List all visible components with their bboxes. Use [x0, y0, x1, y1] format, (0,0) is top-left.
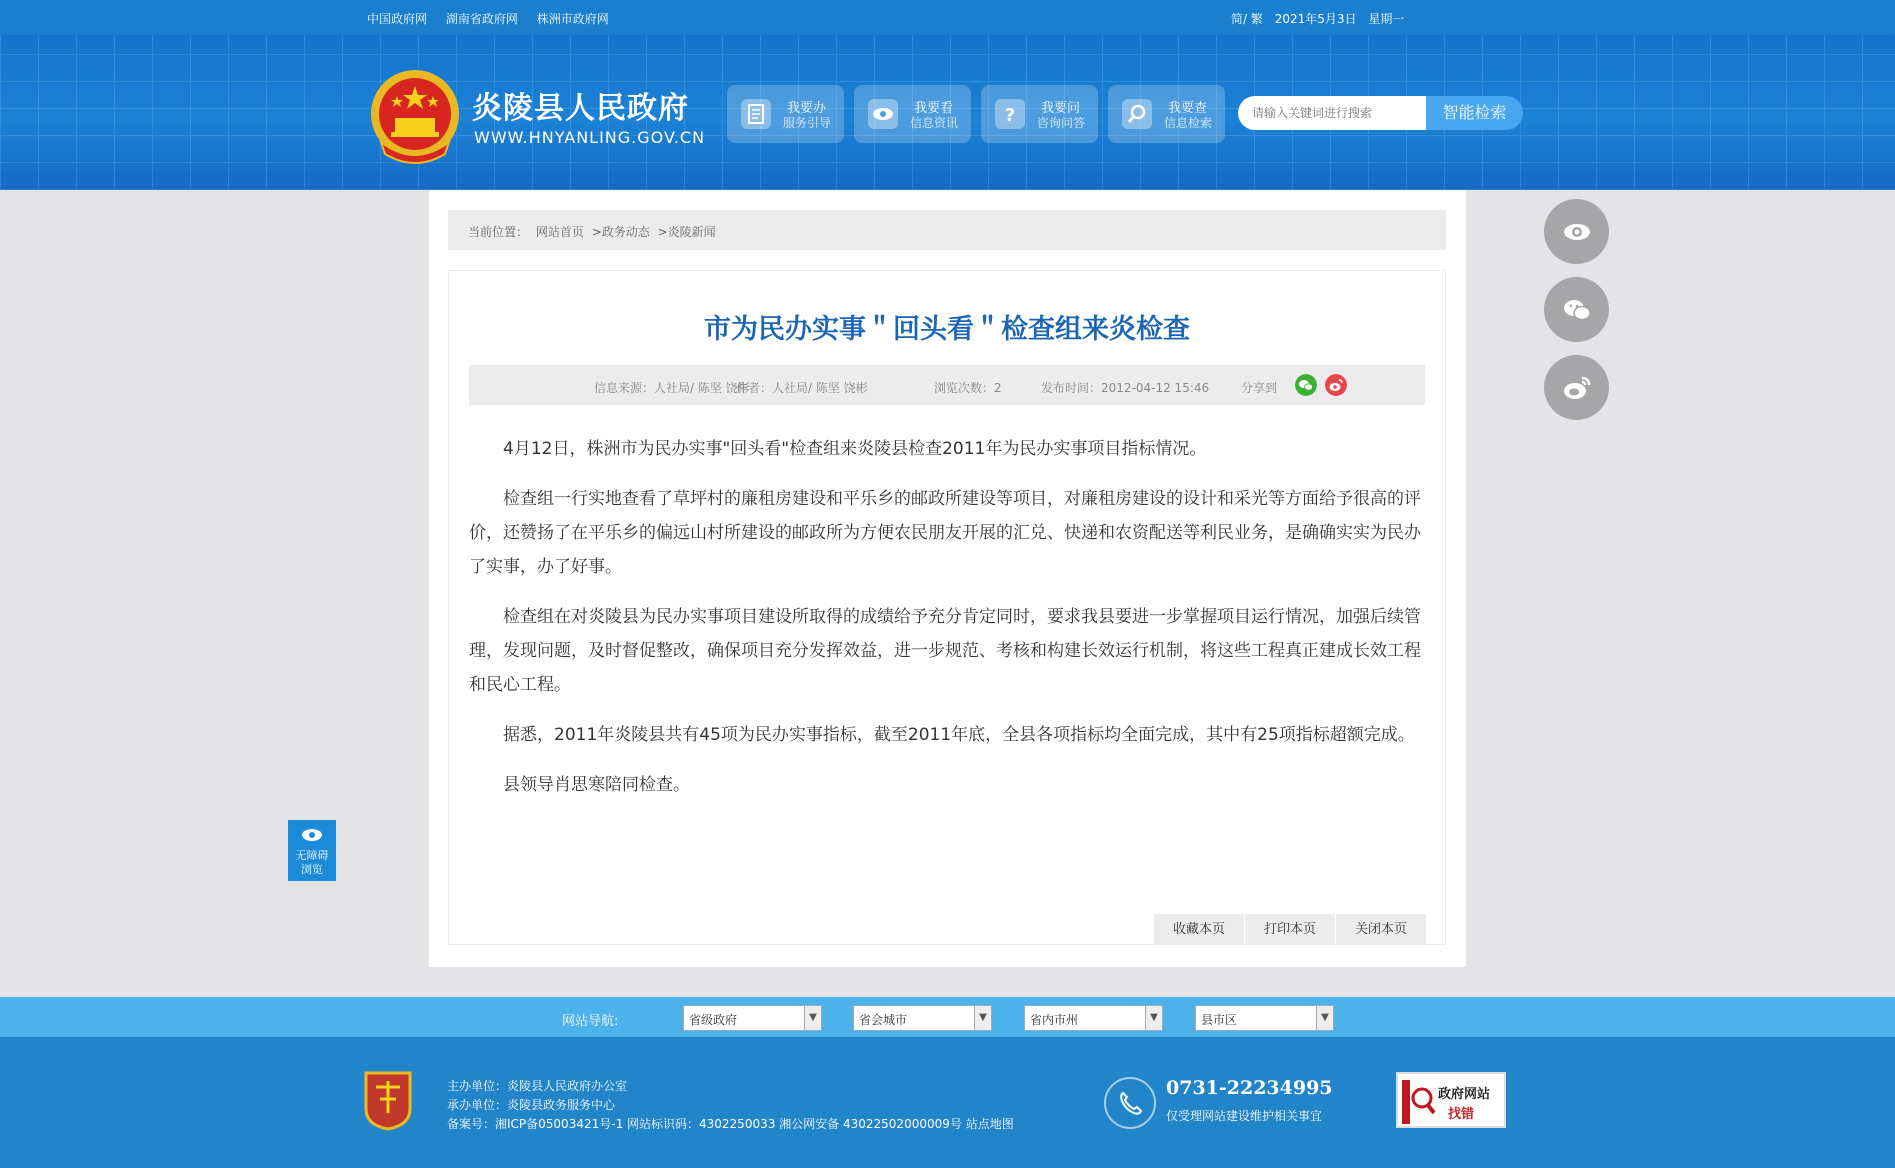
party-gov-organ-emblem-icon[interactable] — [362, 1069, 414, 1131]
weekday-text: 星期一 — [1368, 12, 1405, 26]
article-paragraph: 检查组在对炎陵县为民办实事项目建设所取得的成绩给予充分肯定同时，要求我县要进一步掌握项目运行情况，加强后续管理，发现问题，及时督促整改，确保项目充分发挥效益，进一步规范、考核和构建长效运行机制，将这些工程真正建成长效工程和民心工程。 — [469, 607, 1421, 695]
article-actions — [1153, 914, 1426, 945]
eye-icon — [301, 828, 323, 842]
top-right-info — [1231, 10, 1412, 27]
footer-record[interactable]: 备案号：湘ICP备05003421号-1 网站标识码：4302250033 湘公网安备 43022502000009号 站点地图 — [447, 1117, 1014, 1131]
site-nav-bar — [0, 997, 1895, 1037]
meta-published: 发布时间：2012-04-12 15:46 — [1041, 381, 1210, 395]
breadcrumb-gov-news[interactable]: >政务动态 — [591, 225, 650, 239]
footer-host: 主办单位：炎陵县人民政府办公室 — [447, 1079, 628, 1093]
footer-phone: 0731-22234995 — [1166, 1077, 1333, 1099]
breadcrumb — [448, 210, 1446, 250]
search-input[interactable] — [1238, 96, 1426, 130]
breadcrumb-home[interactable]: 网站首页 — [535, 225, 584, 239]
breadcrumb-label: 当前位置： — [468, 225, 529, 239]
float-wechat-button[interactable] — [1544, 277, 1609, 342]
footer-undertaker: 承办单位：炎陵县政务服务中心 — [447, 1098, 616, 1112]
close-page-button[interactable]: 关闭本页 — [1336, 914, 1426, 945]
chevron-down-icon: ▼ — [1145, 1006, 1162, 1030]
bookmark-page-button[interactable]: 收藏本页 — [1154, 914, 1244, 945]
article-title: 市为民办实事＂回头看＂检查组来炎检查 — [704, 314, 1190, 345]
error-box-label-2: 找错 — [1448, 1107, 1475, 1122]
share-label: 分享到 — [1241, 381, 1278, 395]
article-body — [469, 432, 1425, 818]
article-paragraph: 县领导肖思寒陪同检查。 — [503, 775, 690, 795]
eye-icon — [1561, 216, 1593, 248]
smart-search-button[interactable]: 智能检索 — [1426, 96, 1523, 130]
svg-text:?: ? — [1004, 105, 1016, 126]
site-title[interactable]: 炎陵县人民政府 — [472, 91, 689, 126]
language-switch[interactable]: 简/ 繁 — [1231, 12, 1263, 26]
meta-author: 作者：人社局/ 陈坚 饶彬 — [736, 381, 868, 395]
national-emblem-icon[interactable] — [367, 68, 463, 168]
top-links — [367, 10, 624, 27]
chevron-down-icon: ▼ — [804, 1006, 821, 1030]
link-central-gov[interactable]: 中国政府网 — [367, 12, 428, 26]
select-value: 省级政府 — [689, 1013, 738, 1027]
meta-views: 浏览次数：2 — [934, 381, 1002, 395]
magnifier-icon — [1122, 99, 1152, 129]
button-label: 我要查 — [1168, 101, 1208, 116]
chevron-down-icon: ▼ — [974, 1006, 991, 1030]
link-zhuzhou-gov[interactable]: 株洲市政府网 — [536, 12, 609, 26]
select-value: 省会城市 — [859, 1013, 908, 1027]
article-meta — [469, 365, 1425, 405]
button-sublabel: 信息检索 — [1164, 116, 1213, 130]
weibo-share-icon[interactable] — [1325, 374, 1347, 396]
info-news-button[interactable] — [854, 85, 971, 143]
error-box-label-1: 政府网站 — [1438, 1087, 1491, 1102]
article-paragraph: 据悉，2011年炎陵县共有45项为民办实事指标，截至2011年底，全县各项指标均全面完成，其中有25项指标超额完成。 — [503, 725, 1415, 745]
button-sublabel: 咨询问答 — [1037, 116, 1086, 130]
consult-qa-button[interactable] — [981, 85, 1098, 143]
capital-city-select[interactable] — [853, 1005, 992, 1031]
question-icon — [995, 99, 1025, 129]
chevron-down-icon: ▼ — [1316, 1006, 1333, 1030]
eye-icon — [868, 99, 898, 129]
gov-site-error-report-button[interactable] — [1396, 1072, 1506, 1128]
accessibility-label-1: 无障碍 — [295, 849, 329, 862]
button-label: 我要办 — [787, 101, 827, 116]
site-header — [0, 35, 1895, 190]
wechat-icon — [1561, 294, 1593, 326]
magnifier-icon — [1402, 1080, 1436, 1124]
select-value: 省内市州 — [1030, 1013, 1079, 1027]
document-icon — [741, 99, 771, 129]
link-hunan-gov[interactable]: 湖南省政府网 — [445, 12, 518, 26]
breadcrumb-yanling-news[interactable]: >炎陵新闻 — [657, 225, 716, 239]
float-weibo-button[interactable] — [1544, 355, 1609, 420]
print-page-button[interactable]: 打印本页 — [1245, 914, 1335, 945]
province-gov-select[interactable] — [683, 1005, 822, 1031]
county-select[interactable] — [1195, 1005, 1334, 1031]
site-footer — [0, 1037, 1895, 1168]
phone-icon — [1104, 1077, 1156, 1129]
meta-source: 信息来源：人社局/ 陈坚 饶彬 — [594, 381, 750, 395]
select-value: 县市区 — [1201, 1013, 1238, 1027]
button-label: 我要问 — [1041, 101, 1081, 116]
date-text: 2021年5月3日 — [1274, 12, 1357, 26]
info-search-button[interactable] — [1108, 85, 1225, 143]
site-url: WWW.HNYANLING.GOV.CN — [474, 128, 706, 147]
article-paragraph: 4月12日，株洲市为民办实事"回头看"检查组来炎陵县检查2011年为民办实事项目指标情况。 — [503, 439, 1207, 459]
accessibility-button[interactable] — [288, 820, 336, 881]
button-sublabel: 信息资讯 — [910, 116, 959, 130]
footer-phone-note: 仅受理网站建设维护相关事宜 — [1166, 1109, 1323, 1123]
prefecture-select[interactable] — [1024, 1005, 1163, 1031]
top-bar — [0, 0, 1895, 35]
service-guide-button[interactable] — [727, 85, 844, 143]
wechat-share-icon[interactable] — [1295, 374, 1317, 396]
site-nav-label: 网站导航: — [562, 1014, 619, 1029]
button-sublabel: 服务引导 — [783, 116, 832, 130]
weibo-icon — [1561, 372, 1593, 404]
button-label: 我要看 — [914, 101, 954, 116]
accessibility-label-2: 浏览 — [301, 863, 323, 876]
float-view-button[interactable] — [1544, 199, 1609, 264]
article-paragraph: 检查组一行实地查看了草坪村的廉租房建设和平乐乡的邮政所建设等项目，对廉租房建设的设计和采光等方面给予很高的评价，还赞扬了在平乐乡的偏远山村所建设的邮政所为方便农民朋友开展的汇兑、快递和农资配送等利民业务，是确确实实为民办了实事，办了好事。 — [469, 489, 1421, 577]
